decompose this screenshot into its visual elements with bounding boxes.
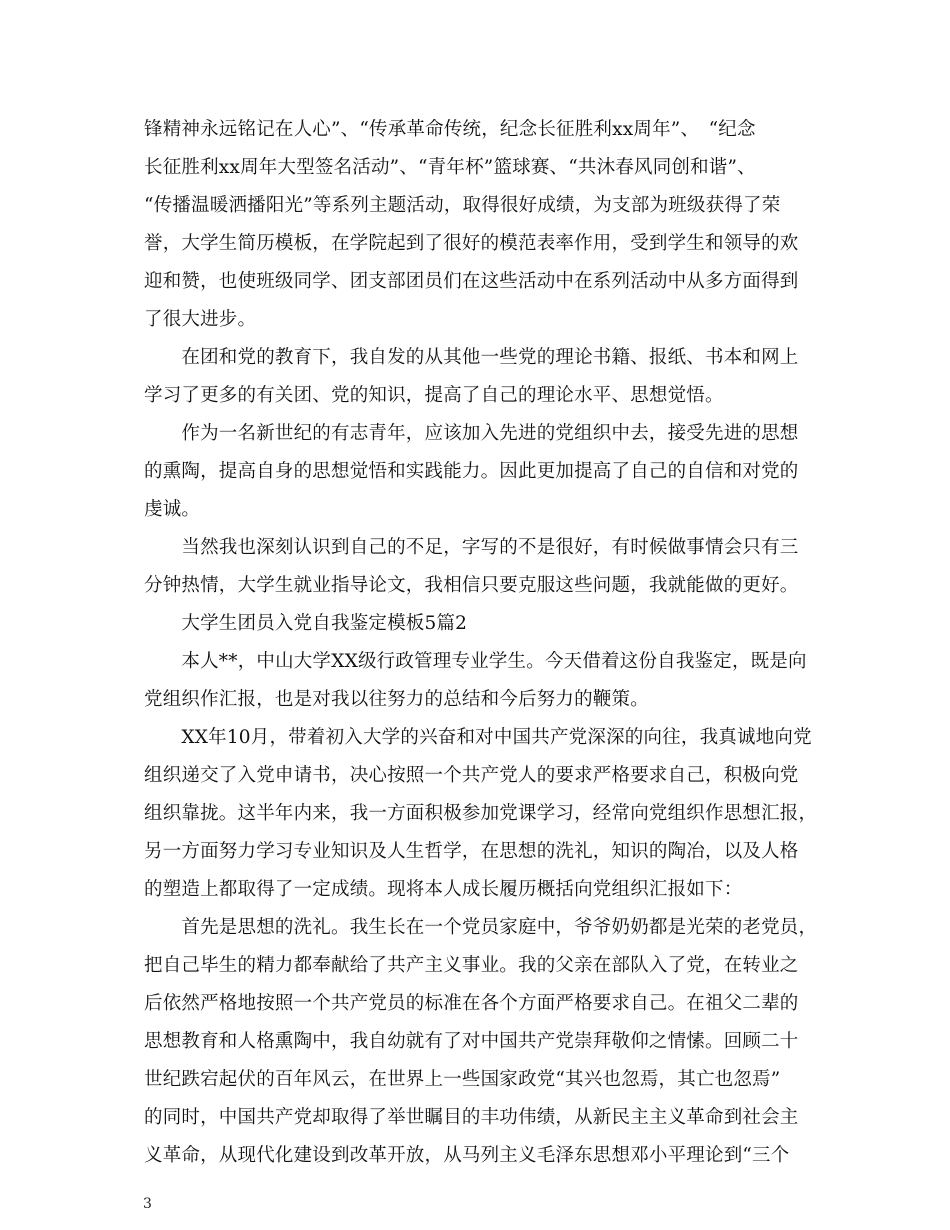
page-number: 3 (143, 1196, 152, 1212)
text-line: 当然我也深刻认识到自己的不足，字写的不是很好，有时候做事情会只有三 (144, 537, 799, 558)
text-line: XX年10月，带着初入大学的兴奋和对中国共产党深深的向往，我真诚地向党 (144, 727, 812, 748)
text-line: 思想教育和人格熏陶中，我自幼就有了对中国共产党崇拜敬仰之情愫。回顾二十 (144, 1031, 799, 1052)
text-line: 了很大进步。 (144, 309, 257, 330)
text-line: 的熏陶，提高自身的思想觉悟和实践能力。因此更加提高了自己的自信和对党的 (144, 461, 799, 482)
text-line: 锋精神永远铭记在人心”、“传承革命传统，纪念长征胜利xx周年”、 “纪念 (144, 119, 756, 140)
text-line: 的同时，中国共产党却取得了举世瞩目的丰功伟绩，从新民主主义革命到社会主 (144, 1107, 799, 1128)
text-line: 组织靠拢。这半年内来，我一方面积极参加党课学习，经常向党组织作思想汇报， (144, 803, 818, 824)
text-line: “传播温暖洒播阳光”等系列主题活动，取得很好成绩，为支部为班级获得了荣 (144, 195, 781, 216)
text-line: 把自己毕生的精力都奉献给了共产主义事业。我的父亲在部队入了党，在转业之 (144, 955, 799, 976)
text-line: 的塑造上都取得了一定成绩。现将本人成长履历概括向党组织汇报如下： (144, 879, 743, 900)
text-line: 后依然严格地按照一个共产党员的标准在各个方面严格要求自己。在祖父二辈的 (144, 993, 799, 1014)
text-line: 首先是思想的洗礼。我生长在一个党员家庭中，爷爷奶奶都是光荣的老党员， (144, 917, 818, 938)
text-line: 另一方面努力学习专业知识及人生哲学，在思想的洗礼，知识的陶冶，以及人格 (144, 841, 799, 862)
text-line: 学习了更多的有关团、党的知识，提高了自己的理论水平、思想觉悟。 (144, 385, 724, 406)
text-line: 本人**，中山大学XX级行政管理专业学生。今天借着这份自我鉴定，既是向 (144, 651, 807, 672)
text-line: 迎和赞，也使班级同学、团支部团员们在这些活动中在系列活动中从多方面得到 (144, 271, 799, 292)
section-heading: 大学生团员入党自我鉴定模板5篇2 (144, 613, 468, 634)
text-line: 在团和党的教育下，我自发的从其他一些党的理论书籍、报纸、书本和网上 (144, 347, 799, 368)
text-line: 组织递交了入党申请书，决心按照一个共产党人的要求严格要求自己，积极向党 (144, 765, 799, 786)
text-line: 誉，大学生简历模板，在学院起到了很好的模范表率作用，受到学生和领导的欢 (144, 233, 799, 254)
text-line: 义革命，从现代化建设到改革开放，从马列主义毛泽东思想邓小平理论到“三个 (144, 1145, 790, 1166)
text-line: 长征胜利xx周年大型签名活动”、“青年杯”篮球赛、“共沐春风同创和谐”、 (144, 157, 756, 178)
text-line: 虔诚。 (144, 499, 201, 520)
text-line: 世纪跌宕起伏的百年风云，在世界上一些国家政党“其兴也忽焉，其亡也忽焉” (144, 1069, 781, 1090)
text-line: 作为一名新世纪的有志青年，应该加入先进的党组织中去，接受先进的思想 (144, 423, 799, 444)
text-line: 党组织作汇报，也是对我以往努力的总结和今后努力的鞭策。 (144, 689, 649, 710)
text-line: 分钟热情，大学生就业指导论文，我相信只要克服这些问题，我就能做的更好。 (144, 575, 799, 596)
